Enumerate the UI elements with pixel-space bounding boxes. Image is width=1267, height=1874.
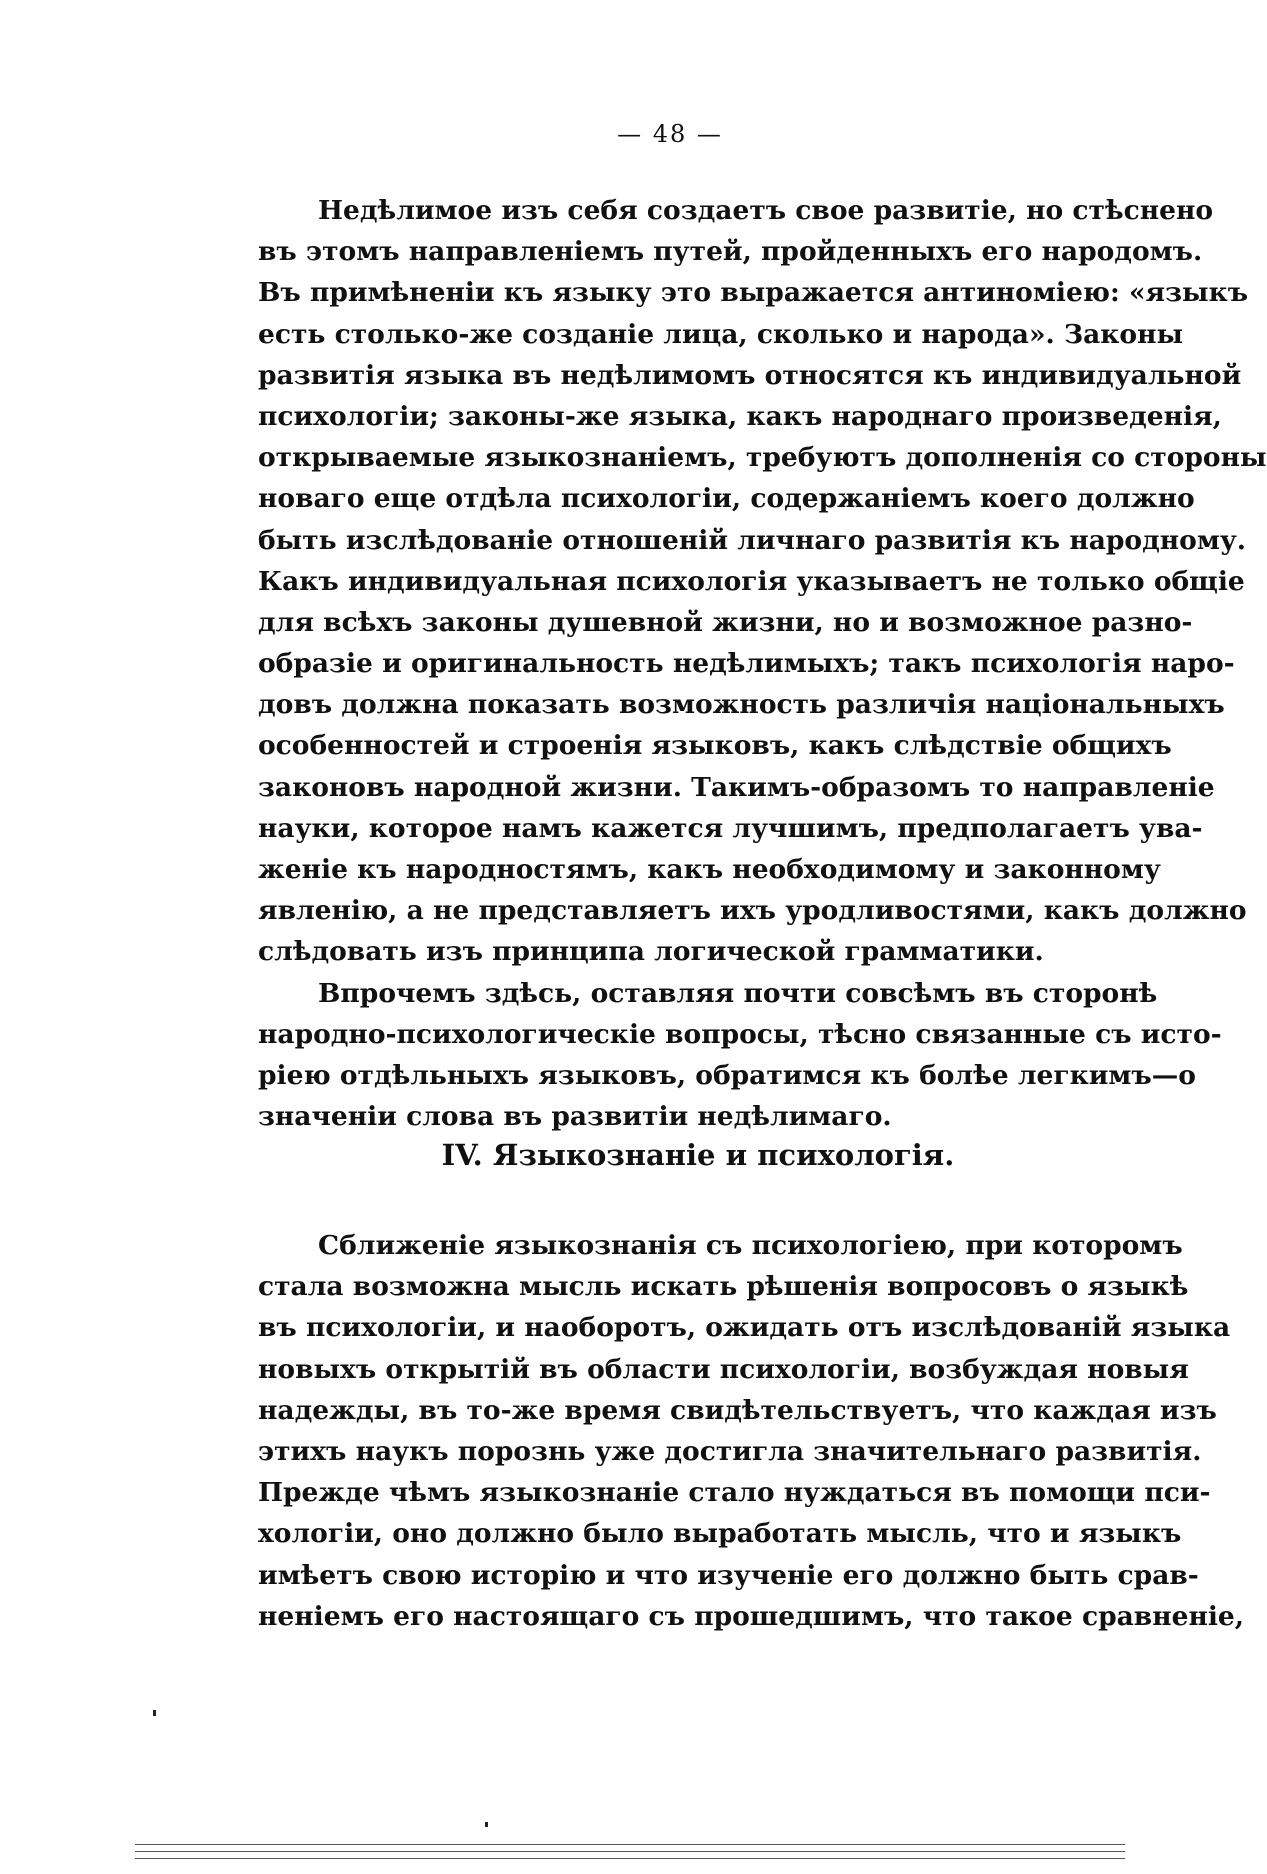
text-line: законовъ народной жизни. Такимъ-образомъ то направленіе xyxy=(258,771,1215,803)
section-heading: IV. Языкознаніе и психологія. xyxy=(441,1138,955,1172)
text-line: явленію, а не представляетъ ихъ уродливостями, какъ должно xyxy=(258,895,1247,927)
scan-edge-line xyxy=(135,1858,1125,1859)
text-line: развитія языка въ недѣлимомъ относятся къ индивидуальной xyxy=(258,359,1242,391)
scan-edge-lines xyxy=(135,1842,1125,1860)
page-number: — 48 — xyxy=(617,120,723,148)
body-text-upper xyxy=(258,190,1267,1137)
text-line: этихъ наукъ порознь уже достигла значительнаго развитія. xyxy=(258,1435,1202,1467)
text-line: Въ примѣненіи къ языку это выражается антиноміею: «языкъ xyxy=(258,277,1249,309)
print-speck xyxy=(153,1710,156,1716)
text-line: слѣдовать изъ принципа логической грамматики. xyxy=(258,936,1044,968)
text-line: есть столько-же созданіе лица, сколько и народа». Законы xyxy=(258,318,1184,350)
scan-edge-line xyxy=(135,1844,1125,1845)
text-line: особенностей и строенія языковъ, какъ слѣдствіе общихъ xyxy=(258,730,1172,762)
text-line: народно-психологическіе вопросы, тѣсно связанные съ исто- xyxy=(258,1018,1222,1050)
text-line: образіе и оригинальность недѣлимыхъ; такъ психологія наро- xyxy=(258,648,1235,680)
text-line: Недѣлимое изъ себя создаетъ свое развитіе, но стѣснено xyxy=(318,195,1214,226)
text-line: новаго еще отдѣла психологіи, содержаніемъ коего должно xyxy=(258,483,1195,515)
text-line: ріею отдѣльныхъ языковъ, обратимся къ болѣе легкимъ—о xyxy=(258,1059,1196,1091)
text-line: имѣетъ свою исторію и что изученіе его должно быть срав- xyxy=(258,1559,1199,1591)
text-line: быть изслѣдованіе отношеній личнаго развитія къ народному. xyxy=(258,524,1247,556)
text-line: новыхъ открытій въ области психологіи, возбуждая новыя xyxy=(258,1353,1189,1385)
scan-edge-line xyxy=(135,1851,1125,1852)
text-line: Какъ индивидуальная психологія указываетъ не только общіе xyxy=(258,565,1245,597)
text-line: Сближеніе языкознанія съ психологіею, при которомъ xyxy=(318,1230,1183,1261)
text-line: въ этомъ направленіемъ путей, пройденныхъ его народомъ. xyxy=(258,236,1203,268)
print-speck xyxy=(485,1822,488,1827)
text-line: въ психологіи, и наоборотъ, ожидать отъ изслѣдованій языка xyxy=(258,1312,1231,1344)
text-line: психологіи; законы-же языка, какъ народнаго произведенія, xyxy=(258,400,1222,432)
text-line: Прежде чѣмъ языкознаніе стало нуждаться въ помощи пси- xyxy=(258,1477,1211,1509)
text-line: стала возможна мысль искать рѣшенія вопросовъ о языкѣ xyxy=(258,1271,1189,1303)
text-line: довъ должна показать возможность различія національныхъ xyxy=(258,689,1225,721)
text-line: неніемъ его настоящаго съ прошедшимъ, что такое сравненіе, xyxy=(258,1600,1244,1632)
text-line: женіе къ народностямъ, какъ необходимому и законному xyxy=(258,854,1161,885)
text-line: хологіи, оно должно было выработать мысль, что и языкъ xyxy=(258,1518,1182,1550)
text-line: открываемые языкознаніемъ, требуютъ дополненія со стороны xyxy=(258,442,1267,474)
text-line: надежды, въ то-же время свидѣтельствуетъ, что каждая изъ xyxy=(258,1394,1217,1426)
text-line: Впрочемъ здѣсь, оставляя почти совсѣмъ въ сторонѣ xyxy=(318,977,1158,1009)
body-text-lower xyxy=(258,1225,1244,1637)
text-line: науки, которое намъ кажется лучшимъ, предполагаетъ ува- xyxy=(258,812,1203,844)
text-line: значеніи слова въ развитіи недѣлимаго. xyxy=(258,1101,892,1133)
text-line: для всѣхъ законы душевной жизни, но и возможное разно- xyxy=(258,606,1193,638)
